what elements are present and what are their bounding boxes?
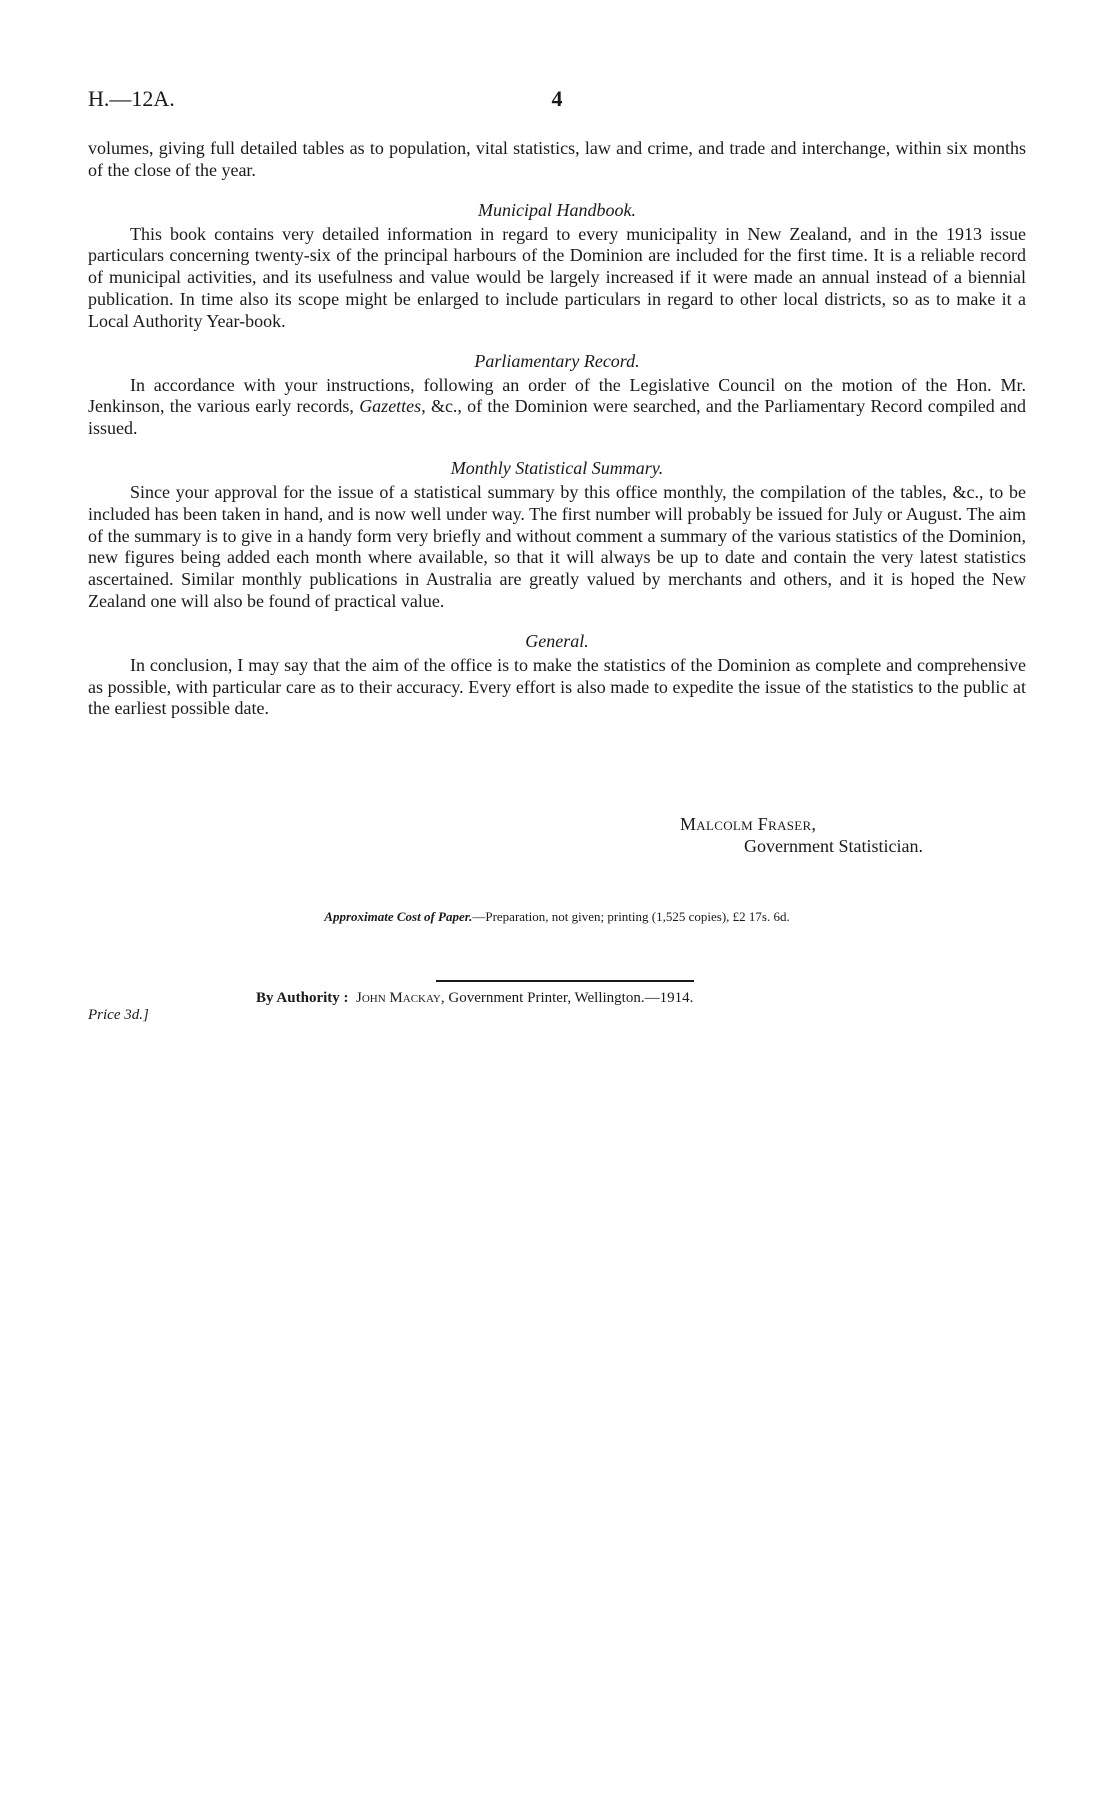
heading-municipal-handbook: Municipal Handbook. (478, 199, 636, 220)
document-reference: H.—12A. (88, 86, 175, 111)
parliamentary-paragraph (88, 375, 1026, 440)
printer-imprint (256, 990, 693, 1007)
parliamentary-text-b: , &c., of the Dominion were searched, and the Parliamentary Record compiled and issued. (88, 396, 1026, 439)
general-paragraph: In conclusion, I may say that the aim of the office is to make the statistics of the Dominion as complete and comprehensive as possible, with particular care as to their accuracy. Every effort is also made to expedite the issue of the statistics to the public at the earliest possible date. (88, 654, 1026, 719)
document-body (88, 138, 1026, 720)
cost-note (0, 909, 1114, 925)
signatory-name: Malcolm Fraser, (680, 814, 817, 834)
heading-parliamentary-record: Parliamentary Record. (474, 350, 640, 371)
monthly-paragraph: Since your approval for the issue of a statistical summary by this office monthly, the compilation of the tables, &c., to be included has been taken in hand, and is now well under way. The first number will probably be issued for July or August. The aim of the summary is to give in a handy form very briefly and without comment a summary of the various statistics of the Dominion, new figures being added each month where available, so that it will always be up to date and contain the very latest statistics ascertained. Similar monthly publications in Australia are greatly valued by merchants and others, and it is hoped the New Zealand one will also be found of practical value. (88, 481, 1026, 611)
footer-rule (436, 980, 694, 982)
signature-block (680, 813, 923, 857)
intro-paragraph: volumes, giving full detailed tables as to population, vital statistics, law and crime, and trade and interchange, within six months of the close of the year. (88, 138, 1026, 180)
municipal-paragraph: This book contains very detailed information in regard to every municipality in New Zealand, and in the 1913 issue particulars concerning twenty-six of the principal harbours of the Dominion are included for the first time. It is a reliable record of municipal activities, and its usefulness and value would be largely increased if it were made an annual instead of a biennial publication. In time also its scope might be enlarged to include particulars in regard to other local districts, so as to make it a Local Authority Year-book. (88, 223, 1026, 331)
signatory-title: Government Statistician. (744, 836, 923, 856)
parliamentary-text-a: In accordance with your instructions, following an order of the Legislative Council on the motion of the Hon. Mr. Jenkinson, the various early records, (88, 374, 1026, 417)
heading-monthly-summary: Monthly Statistical Summary. (450, 457, 664, 478)
price-label: Price 3d.] (88, 1007, 149, 1023)
heading-general: General. (525, 630, 589, 651)
imprint-text: Government Printer, Wellington.—1914. (448, 990, 694, 1006)
page-header (88, 86, 1026, 114)
page-number: 4 (551, 86, 563, 111)
by-authority: By Authority : (256, 990, 349, 1006)
gazettes-italic: Gazettes (359, 396, 422, 417)
cost-note-text: —Preparation, not given; printing (1,525 copies), £2 17s. 6d. (472, 909, 790, 924)
printer-name: John Mackay, (356, 990, 445, 1006)
cost-note-lead: Approximate Cost of Paper. (324, 909, 473, 924)
